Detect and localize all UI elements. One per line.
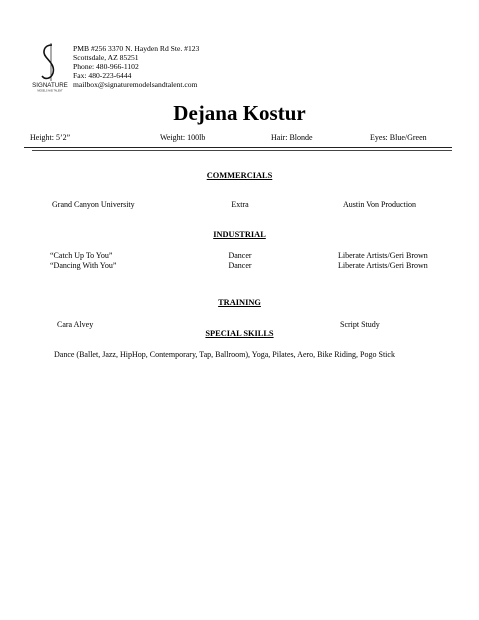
stat-eyes: Eyes: Blue/Green — [370, 133, 427, 142]
contact-address-line2: Scottsdale, AZ 85251 — [73, 53, 139, 62]
stat-height: Height: 5’2” — [30, 133, 71, 142]
industrial-title: “Catch Up To You” — [50, 251, 113, 260]
training-subject: Script Study — [340, 320, 380, 329]
industrial-credit: Liberate Artists/Geri Brown — [338, 251, 428, 260]
header-divider — [24, 147, 452, 148]
training-teacher: Cara Alvey — [57, 320, 94, 329]
logo-wordmark: SIGNATURE — [32, 82, 68, 89]
header-divider-thin — [32, 150, 452, 151]
stat-hair: Hair: Blonde — [271, 133, 313, 142]
contact-fax: Fax: 480-223-6444 — [73, 71, 132, 80]
signature-logo — [30, 42, 70, 92]
talent-name: Dejana Kostur — [173, 101, 306, 125]
section-heading-industrial: INDUSTRIAL — [213, 230, 266, 239]
logo-subtext: MODELS AND TALENT — [37, 89, 63, 92]
contact-email: mailbox@signaturemodelsandtalent.com — [73, 80, 198, 89]
industrial-title: “Dancing With You” — [50, 261, 117, 270]
commercial-credit: Austin Von Production — [343, 200, 417, 209]
section-heading-special-skills: SPECIAL SKILLS — [205, 329, 274, 338]
industrial-role: Dancer — [228, 251, 252, 260]
section-heading-training: TRAINING — [218, 298, 261, 307]
stat-weight: Weight: 100lb — [160, 133, 206, 142]
commercial-title: Grand Canyon University — [52, 200, 135, 209]
industrial-role: Dancer — [228, 261, 252, 270]
contact-address-line1: PMB #256 3370 N. Hayden Rd Ste. #123 — [73, 44, 200, 53]
contact-phone: Phone: 480-966-1102 — [73, 62, 139, 71]
special-skills-text: Dance (Ballet, Jazz, HipHop, Contemporary, Tap, Ballroom), Yoga, Pilates, Aero, Bike Riding, Pogo Stick — [54, 350, 395, 359]
section-heading-commercials: COMMERCIALS — [206, 171, 273, 180]
industrial-credit: Liberate Artists/Geri Brown — [338, 261, 428, 270]
commercial-role: Extra — [231, 200, 249, 209]
